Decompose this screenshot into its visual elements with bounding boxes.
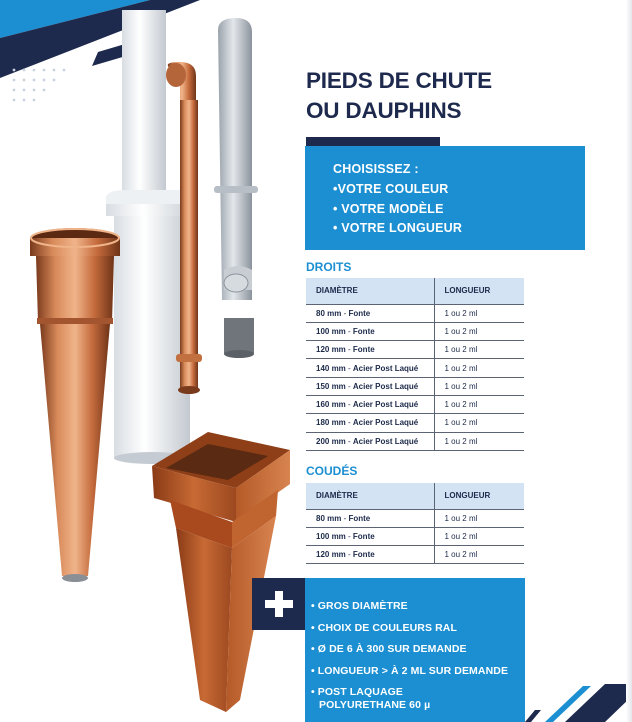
length-cell: 1 ou 2 ml [434,304,524,322]
rust-square-pipe [152,432,290,712]
choose-options-box [305,146,585,250]
diameter-cell: 140 mm - Acier Post Laqué [306,359,434,377]
table-row [306,322,524,340]
table-row [306,432,524,450]
title-line-2: OU DAUPHINS [306,98,462,123]
table-row [306,359,524,377]
cell-size: 100 mm [316,531,346,541]
length-cell: 1 ou 2 ml [434,359,524,377]
cell-material: Fonte [352,550,375,560]
diameter-cell: 120 mm - Fonte [306,546,434,564]
table-row [306,304,524,322]
choose-option-model: • VOTRE MODÈLE [333,201,444,216]
length-cell: 1 ou 2 ml [434,414,524,432]
feature-item: • Ø DE 6 À 300 SUR DEMANDE [311,643,467,655]
feature-item: • LONGUEUR > À 2 ML SUR DEMANDE [311,664,509,677]
diameter-cell: 80 mm - Fonte [306,304,434,322]
feature-line: POLYURETHANE 60 µ [319,699,431,711]
cell-material: Acier Post Laqué [352,400,419,410]
length-cell: 1 ou 2 ml [434,395,524,413]
diameter-cell: 160 mm - Acier Post Laqué [306,395,434,413]
cell-size: 180 mm [316,418,346,428]
table-row [306,395,524,413]
cell-size: 80 mm [316,513,342,523]
cell-size: 140 mm [316,363,346,373]
table-header-row [306,483,524,509]
diameter-cell: 100 mm - Fonte [306,527,434,545]
corner-decoration-bottom-right [525,680,632,722]
cell-material: Acier Post Laqué [352,436,419,446]
choose-option-color: •VOTRE COULEUR [333,182,449,196]
length-cell: 1 ou 2 ml [434,509,524,527]
features-box [305,578,525,722]
choose-heading: CHOISISSEZ : [333,162,419,176]
section-label-coudes: COUDÉS [306,464,358,478]
cell-material: Fonte [352,531,375,541]
droits-table [306,278,524,451]
diameter-cell: 180 mm - Acier Post Laqué [306,414,434,432]
table-row [306,509,524,527]
copper-cone [30,228,120,582]
diameter-cell: 200 mm - Acier Post Laqué [306,432,434,450]
cell-size: 150 mm [316,381,346,391]
page-title [306,66,492,126]
feature-item: • CHOIX DE COULEURS RAL [311,621,457,634]
cell-material: Fonte [348,513,371,523]
diameter-cell: 150 mm - Acier Post Laqué [306,377,434,395]
feature-item: • GROS DIAMÈTRE [311,600,408,612]
title-line-1: PIEDS DE CHUTE [306,68,492,93]
cell-size: 120 mm [316,550,346,560]
column-header-length: LONGUEUR [434,483,524,509]
table-row [306,414,524,432]
choose-option-length: • VOTRE LONGUEUR [333,221,463,235]
feature-line: • POST LAQUAGE [311,686,403,698]
length-cell: 1 ou 2 ml [434,341,524,359]
cell-size: 80 mm [316,308,342,318]
cell-size: 100 mm [316,326,346,336]
table-row [306,377,524,395]
diameter-cell: 120 mm - Fonte [306,341,434,359]
cell-material: Acier Post Laqué [352,381,419,391]
cell-material: Fonte [348,308,371,318]
column-header-length: LONGUEUR [434,278,524,304]
cell-size: 120 mm [316,345,346,355]
length-cell: 1 ou 2 ml [434,527,524,545]
length-cell: 1 ou 2 ml [434,432,524,450]
cell-size: 160 mm [316,400,346,410]
cell-material: Fonte [352,345,375,355]
length-cell: 1 ou 2 ml [434,322,524,340]
section-label-droits: DROITS [306,260,352,274]
grey-pipe [214,18,258,358]
title-underline [306,137,440,146]
cell-size: 200 mm [316,436,346,446]
cell-material: Fonte [352,326,375,336]
plus-badge [252,578,305,630]
page-edge [626,0,632,722]
length-cell: 1 ou 2 ml [434,377,524,395]
cell-material: Acier Post Laqué [352,363,419,373]
length-cell: 1 ou 2 ml [434,546,524,564]
column-header-diameter: DIAMÈTRE [306,278,434,304]
table-row [306,527,524,545]
table-header-row [306,278,524,304]
coudes-table [306,483,524,564]
table-row [306,341,524,359]
cell-material: Acier Post Laqué [352,418,419,428]
diameter-cell: 100 mm - Fonte [306,322,434,340]
table-row [306,546,524,564]
column-header-diameter: DIAMÈTRE [306,483,434,509]
feature-item-post-laquage [311,686,525,712]
diameter-cell: 80 mm - Fonte [306,509,434,527]
